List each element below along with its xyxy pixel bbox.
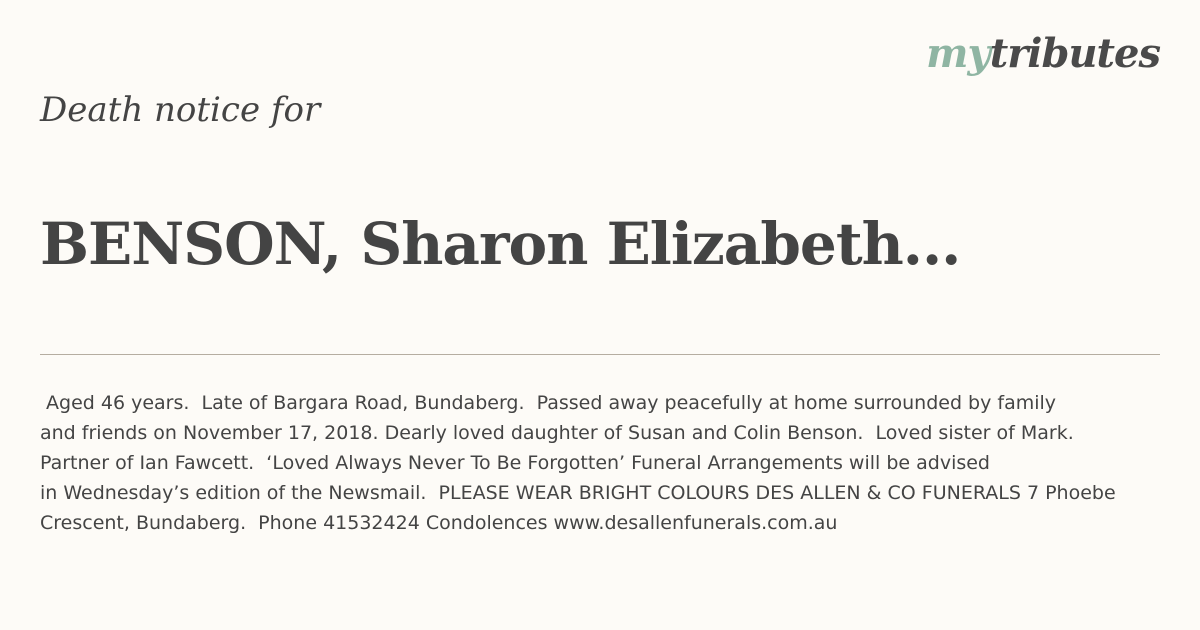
logo-prefix: my (926, 30, 990, 77)
logo-suffix: tributes (989, 30, 1160, 77)
notice-line: Partner of Ian Fawcett. ‘Loved Always Never To Be Forgotten’ Funeral Arrangements will be advised (40, 452, 990, 474)
notice-line: in Wednesday’s edition of the Newsmail. PLEASE WEAR BRIGHT COLOURS DES ALLEN & CO FUNERALS 7 Phoebe (40, 482, 1116, 504)
notice-text (40, 388, 1120, 538)
notice-line: Aged 46 years. Late of Bargara Road, Bundaberg. Passed away peacefully at home surrounded by family (40, 392, 1057, 414)
divider (40, 354, 1160, 355)
notice-line: and friends on November 17, 2018. Dearly loved daughter of Susan and Colin Benson. Loved sister of Mark. (40, 422, 1074, 444)
notice-line: Crescent, Bundaberg. Phone 41532424 Condolences www.desallenfunerals.com.au (40, 512, 838, 534)
notice-type-heading: Death notice for (40, 90, 321, 130)
deceased-name: BENSON, Sharon Elizabeth... (40, 210, 961, 278)
mytributes-logo[interactable] (926, 30, 1160, 77)
